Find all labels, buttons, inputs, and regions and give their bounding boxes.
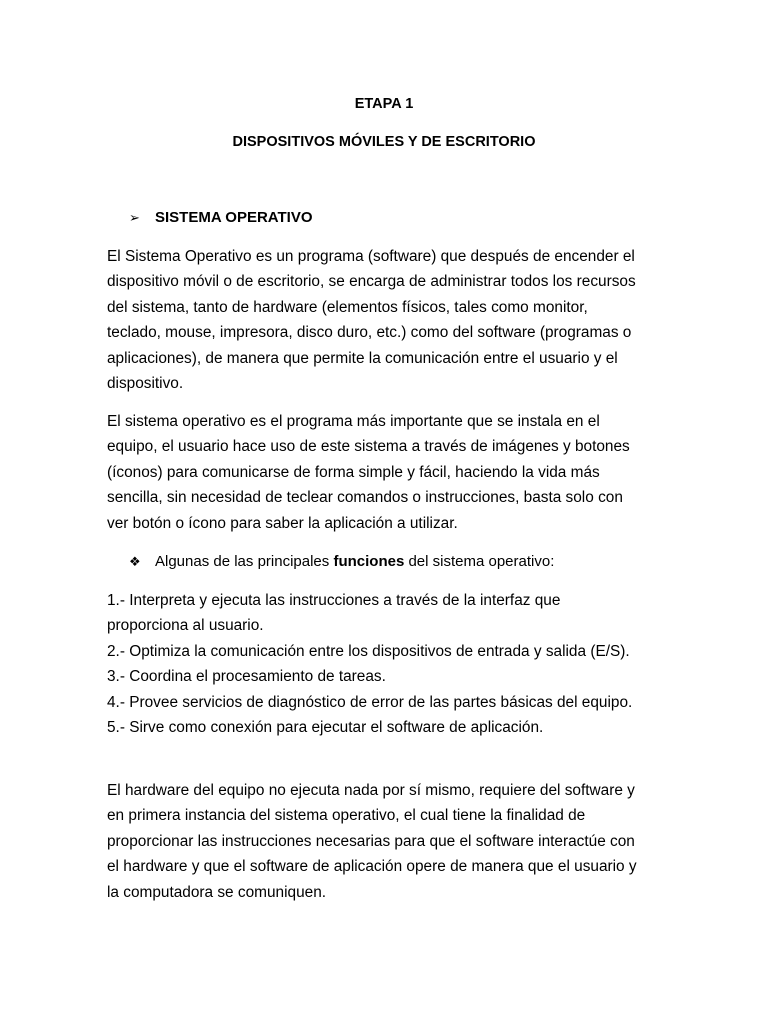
paragraph-line: El Sistema Operativo es un programa (software) que después de encender el: [107, 248, 635, 265]
section-heading: SISTEMA OPERATIVO: [155, 209, 313, 226]
paragraph-line: ver botón o ícono para saber la aplicación a utilizar.: [107, 514, 458, 532]
paragraph-line: El sistema operativo es el programa más importante que se instala en el: [107, 413, 600, 430]
functions-keyword: funciones: [333, 553, 405, 570]
list-item: proporciona al usuario.: [107, 617, 264, 635]
functions-intro: [129, 553, 554, 571]
list-item: 2.- Optimiza la comunicación entre los dispositivos de entrada y salida (E/S).: [107, 642, 630, 660]
paragraph-3: [107, 778, 667, 905]
paragraph-line: proporcionar las instrucciones necesarias para que el software interactúe con: [107, 832, 635, 850]
paragraph-line: El hardware del equipo no ejecuta nada por sí mismo, requiere del software y: [107, 782, 635, 799]
paragraph-line: dispositivo móvil o de escritorio, se encarga de administrar todos los recursos: [107, 273, 636, 291]
paragraph-line: en primera instancia del sistema operativo, el cual tiene la finalidad de: [107, 807, 586, 825]
paragraph-line: el hardware y que el software de aplicación opere de manera que el usuario y: [107, 858, 637, 876]
list-item: 1.- Interpreta y ejecuta las instrucciones a través de la interfaz que: [107, 592, 561, 609]
paragraph-line: sencilla, sin necesidad de teclear comandos o instrucciones, basta solo con: [107, 489, 623, 507]
functions-list: [107, 588, 667, 740]
functions-intro-text: Algunas de las principales: [155, 553, 334, 570]
paragraph-line: teclado, mouse, impresora, disco duro, etc.) como del software (programas o: [107, 324, 632, 342]
paragraph-1: [107, 244, 667, 396]
section-heading-line: [129, 209, 313, 227]
list-item: 5.- Sirve como conexión para ejecutar el software de aplicación.: [107, 719, 544, 737]
paragraph-line: aplicaciones), de manera que permite la comunicación entre el usuario y el: [107, 349, 618, 367]
list-item: 4.- Provee servicios de diagnóstico de error de las partes básicas del equipo.: [107, 693, 633, 711]
paragraph-line: equipo, el usuario hace uso de este sistema a través de imágenes y botones: [107, 438, 630, 456]
list-item: 3.- Coordina el procesamiento de tareas.: [107, 668, 386, 686]
diamond-bullet-icon: ❖: [129, 554, 141, 569]
paragraph-line: dispositivo.: [107, 375, 184, 393]
paragraph-line: la computadora se comuniquen.: [107, 883, 327, 901]
document-title: DISPOSITIVOS MÓVILES Y DE ESCRITORIO: [232, 134, 536, 150]
paragraph-line: del sistema, tanto de hardware (elementos físicos, tales como monitor,: [107, 298, 588, 316]
stage-heading: ETAPA 1: [354, 96, 414, 112]
paragraph-2: [107, 409, 667, 536]
arrowhead-bullet-icon: ➢: [129, 210, 140, 225]
paragraph-line: (íconos) para comunicarse de forma simple y fácil, haciendo la vida más: [107, 463, 600, 481]
functions-intro-text-end: del sistema operativo:: [404, 553, 555, 570]
